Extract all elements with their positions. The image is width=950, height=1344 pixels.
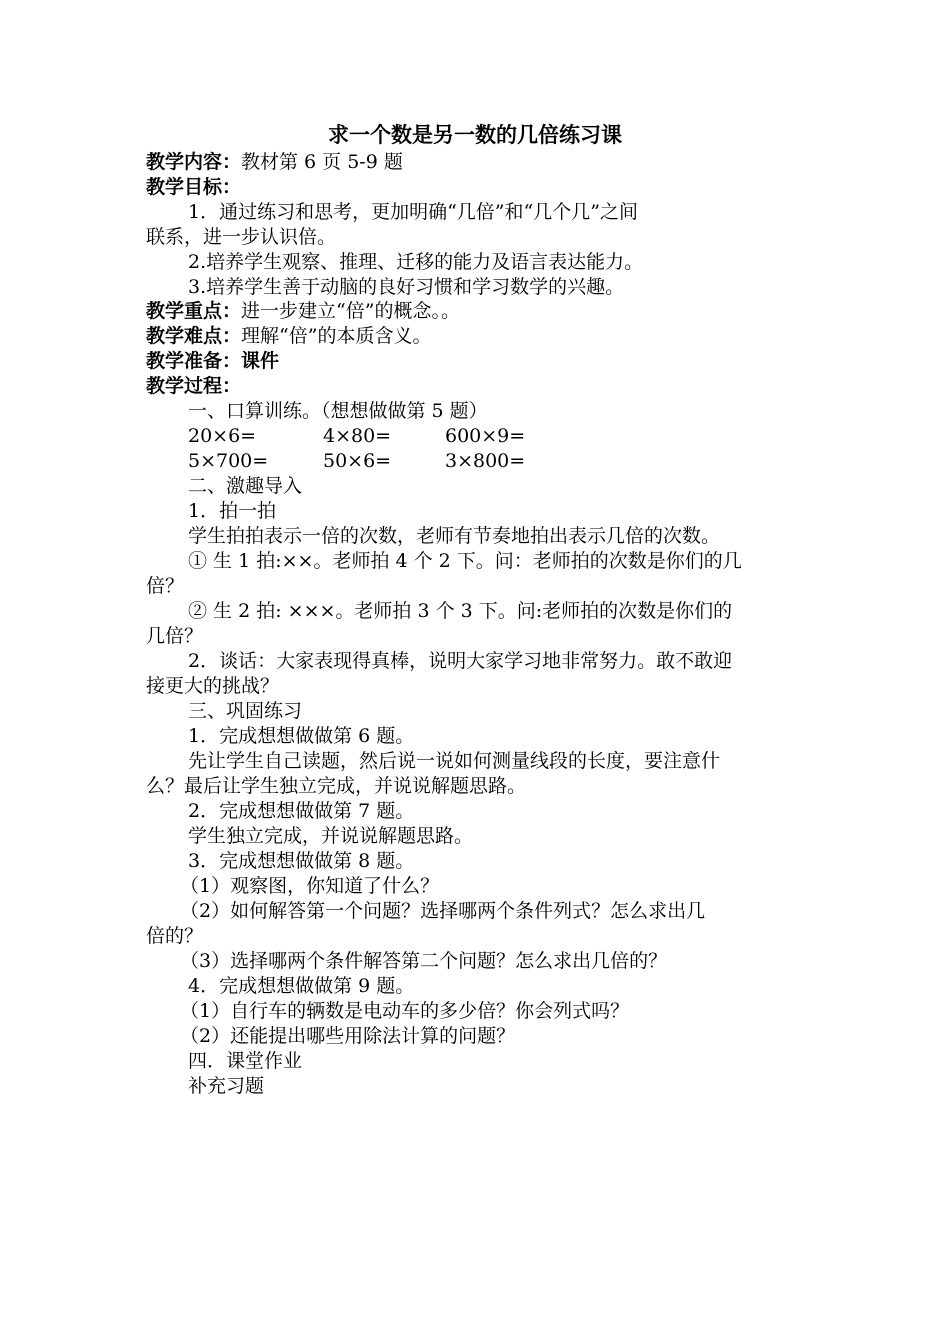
- process-label: 教学过程：: [146, 375, 242, 397]
- paragraph: （3）选择哪两个条件解答第二个问题？怎么求出几倍的？: [180, 950, 668, 972]
- section-1: 一、口算训练。（想想做做第 5 题）: [188, 400, 488, 422]
- difficulty-line: [146, 324, 816, 348]
- difficulty-label: 教学难点：: [146, 325, 242, 347]
- paragraph: （2）如何解答第一个问题？选择哪两个条件列式？怎么求出几: [180, 900, 706, 922]
- key-text: 进一步建立“倍”的概念。。: [241, 300, 460, 322]
- calc-cell: 600×9=: [445, 425, 526, 447]
- paragraph: 先让学生自己读题，然后说一说如何测量线段的长度，要注意什: [188, 750, 721, 772]
- paragraph: （2）还能提出哪些用除法计算的问题？: [180, 1025, 516, 1047]
- paragraph: （1）观察图，你知道了什么？: [180, 875, 440, 897]
- goal-1-b: 联系，进一步认识倍。: [146, 226, 337, 248]
- document-title: 求一个数是另一数的几倍练习课: [328, 122, 622, 147]
- paragraph: 2．谈话：大家表现得真棒，说明大家学习地非常努力。敢不敢迎: [188, 650, 733, 672]
- paragraph: 1．拍一拍: [188, 500, 277, 522]
- goal-1-a: 1．通过练习和思考，更加明确“几倍”和“几个几”之间: [188, 201, 638, 223]
- paragraph: （1）自行车的辆数是电动车的多少倍？你会列式吗？: [180, 1000, 630, 1022]
- paragraph: 4．完成想想做做第 9 题。: [188, 975, 415, 997]
- prep-label: 教学准备：: [146, 350, 242, 372]
- calc-cell: 20×6=: [188, 425, 257, 447]
- prep-text: 课件: [241, 350, 280, 372]
- prep-line: [146, 349, 816, 373]
- paragraph: ① 生 1 拍:××。老师拍 4 个 2 下。问：老师拍的次数是你们的几: [188, 550, 742, 572]
- key-label: 教学重点：: [146, 300, 242, 322]
- calc-cell: 3×800=: [445, 450, 526, 472]
- calc-cell: 5×700=: [188, 450, 269, 472]
- paragraph: 学生拍拍表示一倍的次数，老师有节奏地拍出表示几倍的次数。: [188, 525, 721, 547]
- content-text: 教材第 6 页 5-9 题: [241, 151, 403, 173]
- difficulty-text: 理解“倍”的本质含义。: [241, 325, 432, 347]
- goal-3: 3.培养学生善于动脑的良好习惯和学习数学的兴趣。: [188, 276, 625, 298]
- content-line: [146, 150, 816, 174]
- calc-cell: 4×80=: [323, 425, 392, 447]
- paragraph: ② 生 2 拍: ×××。老师拍 3 个 3 下。问:老师拍的次数是你们的: [188, 600, 733, 622]
- content-label: 教学内容：: [146, 151, 242, 173]
- paragraph: 1．完成想想做做第 6 题。: [188, 725, 415, 747]
- paragraph: 几倍？: [146, 625, 204, 647]
- paragraph: 接更大的挑战？: [146, 675, 280, 697]
- paragraph: 3．完成想想做做第 8 题。: [188, 850, 415, 872]
- paragraph: 学生独立完成，并说说解题思路。: [188, 825, 474, 847]
- paragraph: 倍的？: [146, 925, 204, 947]
- goal-2: 2.培养学生观察、推理、迁移的能力及语言表达能力。: [188, 251, 644, 273]
- section-4: 四．课堂作业: [188, 1050, 303, 1072]
- paragraph: 补充习题: [188, 1075, 265, 1097]
- paragraph: 么？最后让学生独立完成，并说说解题思路。: [146, 775, 527, 797]
- calc-cell: 50×6=: [323, 450, 392, 472]
- section-2: 二、激趣导入: [188, 475, 303, 497]
- paragraph: 倍？: [146, 575, 185, 597]
- paragraph: 2．完成想想做做第 7 题。: [188, 800, 415, 822]
- section-3: 三、巩固练习: [188, 700, 303, 722]
- key-line: [146, 299, 816, 323]
- goals-label: 教学目标：: [146, 176, 242, 198]
